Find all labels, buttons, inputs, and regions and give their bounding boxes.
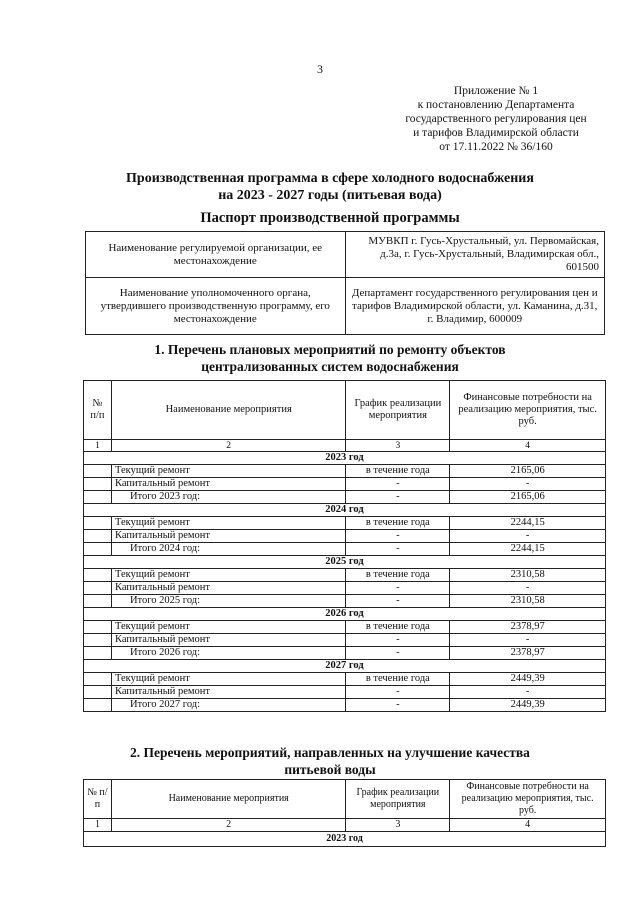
cell-value: - (450, 582, 606, 595)
section1-title (60, 341, 600, 375)
cell-name: Текущий ремонт (111, 517, 345, 530)
cell-schedule: в течение года (346, 621, 450, 634)
passport-label: Наименование регулируемой организации, ее местонахождение (86, 232, 346, 278)
cell-schedule: - (346, 491, 450, 504)
cell-name: Итого 2023 год: (111, 491, 345, 504)
table-row (84, 621, 606, 634)
cell-name: Текущий ремонт (111, 621, 345, 634)
table-row (84, 595, 606, 608)
cell-schedule: - (346, 634, 450, 647)
cell-num (84, 543, 112, 556)
cell-schedule: в течение года (346, 465, 450, 478)
cell-schedule: - (346, 530, 450, 543)
cell-value: 2449,39 (450, 699, 606, 712)
cell-num (84, 582, 112, 595)
table-row (84, 686, 606, 699)
cell-schedule: - (346, 699, 450, 712)
table-row (84, 530, 606, 543)
table-row (84, 465, 606, 478)
cell-name: Текущий ремонт (111, 465, 345, 478)
header-finance: Финансовые потребности на реализацию мероприятия, тыс. руб. (450, 381, 606, 440)
year-row (84, 452, 606, 465)
year-label: 2024 год (84, 504, 606, 517)
cell-schedule: - (346, 595, 450, 608)
cell-num (84, 673, 112, 686)
document-title-line: Производственная программа в сфере холодного водоснабжения (126, 171, 534, 186)
passport-value: МУВКП г. Гусь-Хрустальный, ул. Первомайская, д.3а, г. Гусь-Хрустальный, Владимирская обл., 601500 (345, 232, 605, 278)
passport-label: Наименование уполномоченного органа, утвердившего производственную программу, его местонахождение (86, 278, 346, 335)
year-label: 2027 год (84, 660, 606, 673)
year-row (84, 504, 606, 517)
column-number: 4 (450, 819, 606, 832)
cell-num (84, 621, 112, 634)
cell-value: 2244,15 (450, 543, 606, 556)
annex-line: и тарифов Владимирской области (413, 127, 579, 139)
cell-schedule: в течение года (346, 673, 450, 686)
cell-num (84, 491, 112, 504)
column-number: 1 (84, 819, 112, 832)
cell-name: Итого 2027 год: (111, 699, 345, 712)
year-label: 2025 год (84, 556, 606, 569)
column-number: 4 (450, 440, 606, 452)
cell-schedule: - (346, 543, 450, 556)
section2-title (60, 744, 600, 778)
cell-name: Итого 2026 год: (111, 647, 345, 660)
table-header-row (84, 381, 606, 440)
column-number: 3 (346, 440, 450, 452)
header-num: № п/п (84, 381, 112, 440)
cell-num (84, 517, 112, 530)
table-row (84, 543, 606, 556)
cell-schedule: - (346, 686, 450, 699)
cell-name: Текущий ремонт (111, 673, 345, 686)
water-quality-table (83, 779, 606, 847)
header-schedule: График реализации мероприятия (346, 381, 450, 440)
cell-schedule: в течение года (346, 569, 450, 582)
table-row (84, 699, 606, 712)
cell-num (84, 686, 112, 699)
cell-schedule: - (346, 647, 450, 660)
table-row (84, 582, 606, 595)
cell-name: Капитальный ремонт (111, 686, 345, 699)
page-number: 3 (317, 62, 323, 76)
section-title-line: питьевой воды (284, 762, 376, 777)
section-title-line: 2. Перечень мероприятий, направленных на улучшение качества (130, 745, 530, 760)
cell-name: Текущий ремонт (111, 569, 345, 582)
column-number: 1 (84, 440, 112, 452)
annex-line: к постановлению Департамента (417, 99, 575, 111)
table-row (84, 569, 606, 582)
column-number: 3 (346, 819, 450, 832)
cell-num (84, 465, 112, 478)
year-label: 2023 год (84, 832, 606, 847)
year-row (84, 660, 606, 673)
cell-value: 2310,58 (450, 595, 606, 608)
document-title-line: на 2023 - 2027 годы (питьевая вода) (218, 188, 442, 203)
cell-value: 2165,06 (450, 465, 606, 478)
table-row (86, 232, 605, 278)
column-number: 2 (111, 819, 345, 832)
cell-name: Капитальный ремонт (111, 634, 345, 647)
cell-name: Итого 2025 год: (111, 595, 345, 608)
annex-block (385, 84, 607, 154)
header-name: Наименование мероприятия (111, 780, 345, 819)
cell-name: Капитальный ремонт (111, 582, 345, 595)
year-label: 2023 год (84, 452, 606, 465)
annex-line: Приложение № 1 (453, 85, 539, 97)
passport-value: Департамент государственного регулирования цен и тарифов Владимирской области, ул. Каманина, д.31, г. Владимир, 600009 (345, 278, 605, 335)
annex-line: государственного регулирования цен (405, 113, 587, 125)
table-header-row (84, 780, 606, 819)
header-schedule: График реализации мероприятия (346, 780, 450, 819)
header-finance: Финансовые потребности на реализацию мероприятия, тыс. руб. (450, 780, 606, 819)
cell-num (84, 595, 112, 608)
cell-num (84, 478, 112, 491)
column-number-row (84, 819, 606, 832)
cell-num (84, 569, 112, 582)
cell-value: - (450, 530, 606, 543)
table-row (84, 634, 606, 647)
cell-value: 2244,15 (450, 517, 606, 530)
table-row (84, 478, 606, 491)
header-num: № п/п (84, 780, 112, 819)
passport-table (85, 231, 605, 335)
passport-title: Паспорт производственной программы (200, 210, 460, 226)
cell-schedule: - (346, 582, 450, 595)
year-row (84, 556, 606, 569)
table-row (84, 673, 606, 686)
table-row (86, 278, 605, 335)
cell-value: 2310,58 (450, 569, 606, 582)
table-row (84, 491, 606, 504)
year-row (84, 832, 606, 847)
cell-value: - (450, 634, 606, 647)
column-number: 2 (111, 440, 345, 452)
cell-name: Итого 2024 год: (111, 543, 345, 556)
header-name: Наименование мероприятия (111, 381, 345, 440)
year-row (84, 608, 606, 621)
cell-schedule: - (346, 478, 450, 491)
cell-num (84, 647, 112, 660)
table-row (84, 517, 606, 530)
column-number-row (84, 440, 606, 452)
year-label: 2026 год (84, 608, 606, 621)
section-title-line: 1. Перечень плановых мероприятий по ремонту объектов (154, 342, 506, 357)
cell-value: 2378,97 (450, 621, 606, 634)
cell-name: Капитальный ремонт (111, 530, 345, 543)
cell-name: Капитальный ремонт (111, 478, 345, 491)
document-title (60, 170, 600, 204)
section-title-line: централизованных систем водоснабжения (201, 359, 459, 374)
cell-value: 2378,97 (450, 647, 606, 660)
cell-schedule: в течение года (346, 517, 450, 530)
cell-num (84, 530, 112, 543)
cell-num (84, 634, 112, 647)
cell-value: - (450, 686, 606, 699)
cell-value: 2449,39 (450, 673, 606, 686)
annex-line: от 17.11.2022 № 36/160 (439, 141, 553, 153)
cell-value: - (450, 478, 606, 491)
table-row (84, 647, 606, 660)
repair-plan-table (83, 380, 606, 712)
cell-num (84, 699, 112, 712)
cell-value: 2165,06 (450, 491, 606, 504)
